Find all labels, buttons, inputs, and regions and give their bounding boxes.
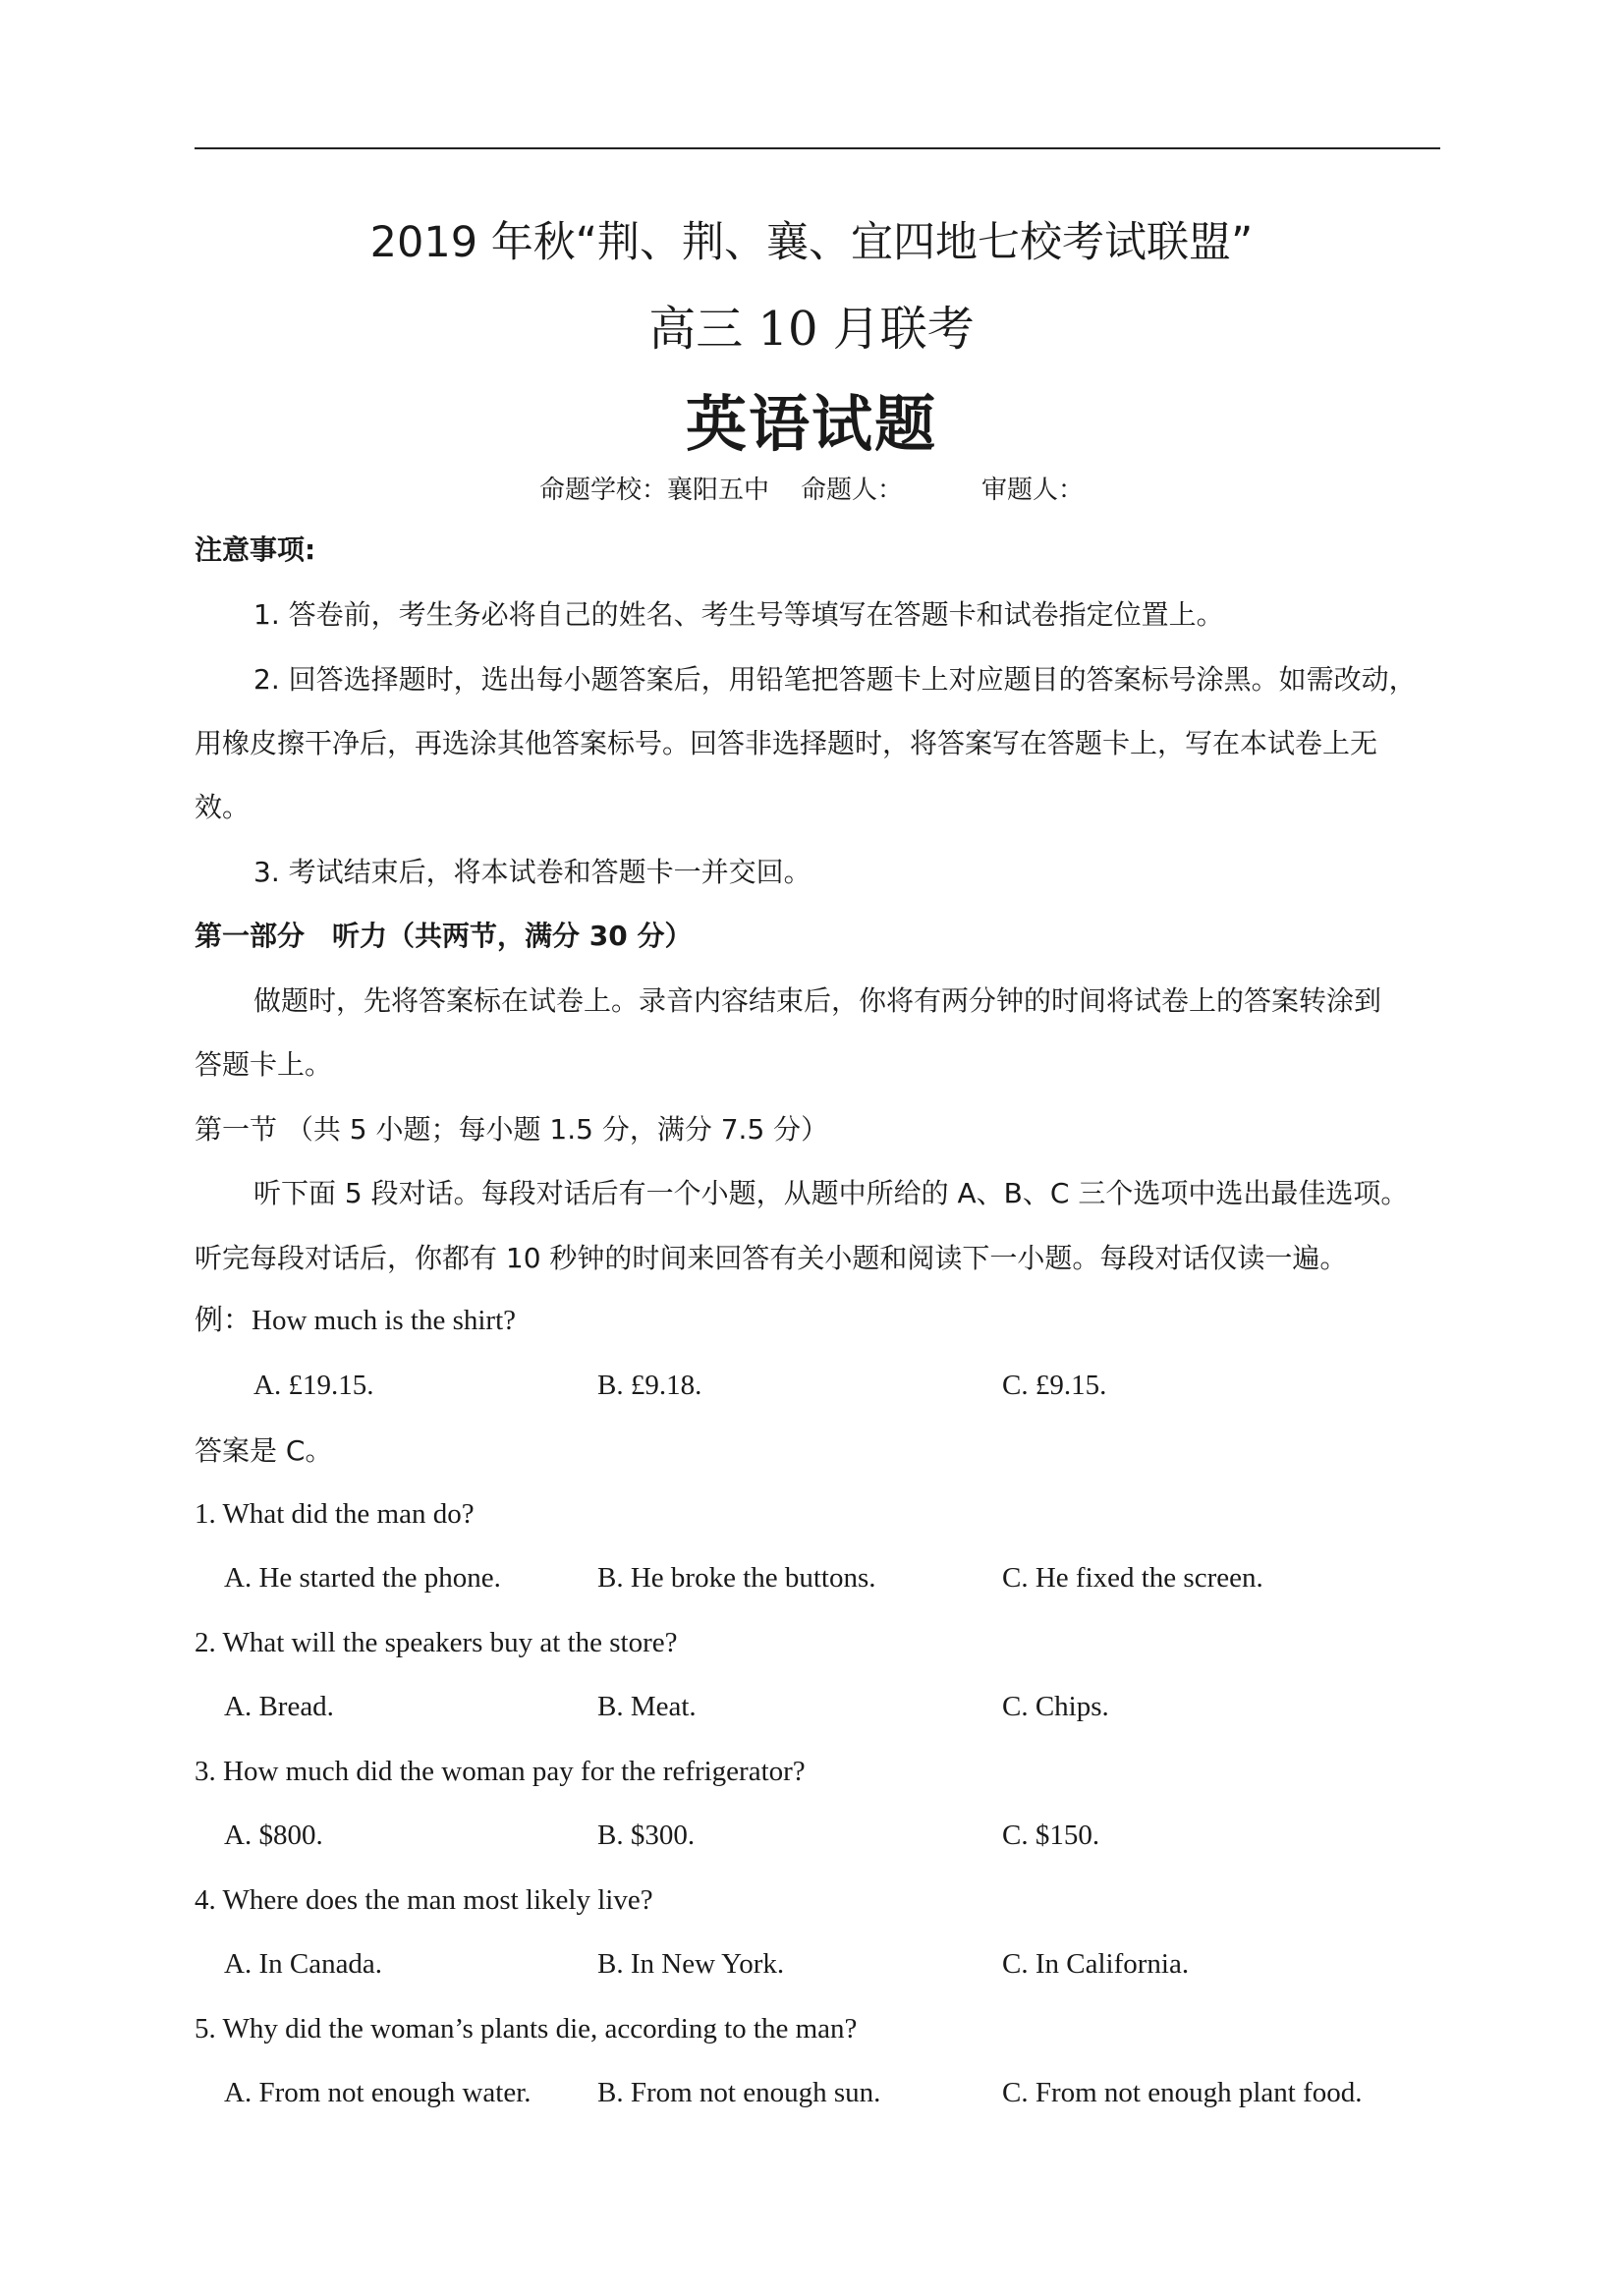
notice-item-2-line-1: 2. 回答选择题时，选出每小题答案后，用铅笔把答题卡上对应题目的答案标号涂黑。如需改动， [253, 663, 1417, 696]
part1-intro-line-2: 答题卡上。 [195, 1048, 333, 1081]
notice-item-2-line-3: 效。 [195, 791, 251, 823]
question-3: 3. How much did the woman pay for the refrigerator? [195, 1756, 806, 1787]
question-2-option-c: C. Chips. [1002, 1691, 1109, 1722]
question-4-option-b: B. In New York. [597, 1948, 785, 1980]
setter-label: 命题人： [800, 476, 903, 505]
question-1-option-a: A. He started the phone. [224, 1562, 501, 1594]
subject-title: 英语试题 [685, 388, 937, 460]
part1-heading: 第一部分 听力（共两节，满分 30 分） [195, 920, 693, 952]
question-2-option-a: A. Bread. [224, 1691, 334, 1722]
alliance-title: 2019 年秋“荆、荆、襄、宜四地七校考试联盟” [369, 218, 1254, 267]
notice-item-2-line-2: 用橡皮擦干净后，再选涂其他答案标号。回答非选择题时，将答案写在答题卡上，写在本试卷上无 [195, 727, 1378, 759]
exam-title: 高三 10 月联考 [648, 302, 975, 357]
question-1: 1. What did the man do? [195, 1498, 475, 1530]
example-option-b: B. £9.18. [597, 1370, 702, 1401]
notice-heading: 注意事项: [195, 533, 316, 566]
question-5-option-b: B. From not enough sun. [597, 2077, 881, 2108]
notice-item-1: 1. 答卷前，考生务必将自己的姓名、考生号等填写在答题卡和试卷指定位置上。 [253, 598, 1224, 631]
question-1-option-b: B. He broke the buttons. [597, 1562, 876, 1594]
section1-instructions-line-2: 听完每段对话后，你都有 10 秒钟的时间来回答有关小题和阅读下一小题。每段对话仅读一遍。 [195, 1242, 1348, 1274]
example-answer: 答案是 C。 [195, 1434, 333, 1467]
section1-instructions-line-1: 听下面 5 段对话。每段对话后有一个小题，从题中所给的 A、B、C 三个选项中选出最佳选项。 [253, 1177, 1409, 1209]
credits-line [0, 470, 1623, 506]
reviewer-label: 审题人： [981, 476, 1085, 505]
part1-intro-line-1: 做题时，先将答案标在试卷上。录音内容结束后，你将有两分钟的时间将试卷上的答案转涂到 [253, 984, 1382, 1017]
top-rule [195, 147, 1440, 149]
question-5: 5. Why did the woman’s plants die, according to the man? [195, 2013, 858, 2044]
question-5-option-a: A. From not enough water. [224, 2077, 532, 2108]
example-option-c: C. £9.15. [1002, 1370, 1107, 1401]
question-3-option-a: A. $800. [224, 1820, 323, 1851]
question-1-option-c: C. He fixed the screen. [1002, 1562, 1263, 1594]
question-2: 2. What will the speakers buy at the store? [195, 1627, 678, 1658]
question-3-option-c: C. $150. [1002, 1820, 1100, 1851]
question-2-option-b: B. Meat. [597, 1691, 697, 1722]
question-4-option-c: C. In California. [1002, 1948, 1190, 1980]
example-question: 例：How much is the shirt? [195, 1305, 517, 1336]
question-4: 4. Where does the man most likely live? [195, 1884, 653, 1916]
question-4-option-a: A. In Canada. [224, 1948, 383, 1980]
question-5-option-c: C. From not enough plant food. [1002, 2077, 1363, 2108]
example-option-a: A. £19.15. [253, 1370, 374, 1401]
section1-heading: 第一节 （共 5 小题；每小题 1.5 分，满分 7.5 分） [195, 1113, 829, 1146]
question-3-option-b: B. $300. [597, 1820, 696, 1851]
school-label: 命题学校：襄阳五中 [538, 476, 769, 505]
notice-item-3: 3. 考试结束后，将本试卷和答题卡一并交回。 [253, 856, 812, 888]
